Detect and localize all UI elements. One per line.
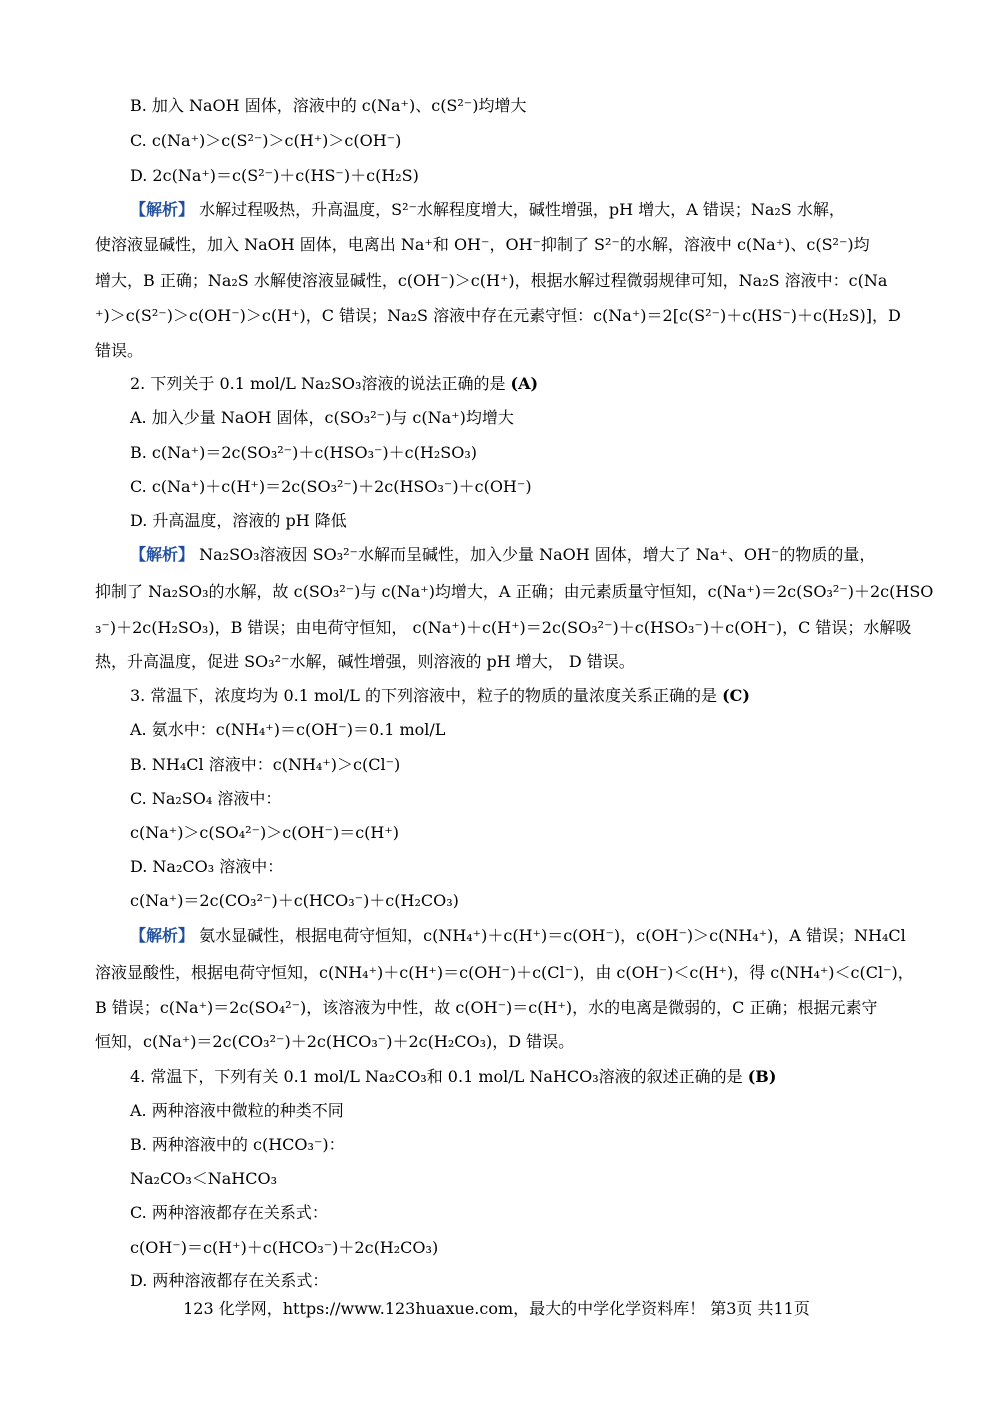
- analysis-tag: 【解析】: [130, 926, 195, 945]
- option-d-line: D. 2c(Na⁺)＝c(S²⁻)＋c(HS⁻)＋c(H₂S): [130, 166, 419, 185]
- page-footer: 123 化学网，https://www.123huaxue.com，最大的中学化学资料库！ 第3页 共11页: [183, 1299, 810, 1318]
- q2-option-c: C. c(Na⁺)＋c(H⁺)＝2c(SO₃²⁻)＋2c(HSO₃⁻)＋c(OH⁻): [130, 477, 532, 496]
- q4-option-a: A. 两种溶液中微粒的种类不同: [130, 1101, 344, 1120]
- analysis-1-line-5: 错误。: [95, 341, 144, 360]
- question-4-stem: [130, 1066, 776, 1088]
- option-c-line: C. c(Na⁺)＞c(S²⁻)＞c(H⁺)＞c(OH⁻): [130, 131, 402, 150]
- answer-label: (C): [722, 686, 750, 705]
- q3-option-d-formula: c(Na⁺)＝2c(CO₃²⁻)＋c(HCO₃⁻)＋c(H₂CO₃): [130, 891, 459, 910]
- analysis-1-line-4: ⁺)＞c(S²⁻)＞c(OH⁻)＞c(H⁺)，C 错误；Na₂S 溶液中存在元素守恒：c(Na⁺)＝2[c(S²⁻)＋c(HS⁻)＋c(H₂S)]，D: [95, 306, 901, 325]
- q2-option-b: B. c(Na⁺)＝2c(SO₃²⁻)＋c(HSO₃⁻)＋c(H₂SO₃): [130, 443, 477, 462]
- analysis-2-line-3: ₃⁻)＋2c(H₂SO₃)，B 错误；由电荷守恒知， c(Na⁺)＋c(H⁺)＝2c(SO₃²⁻)＋c(HSO₃⁻)＋c(OH⁻)，C 错误；水解吸: [95, 618, 912, 637]
- analysis-3-line-2: 溶液显酸性，根据电荷守恒知，c(NH₄⁺)＋c(H⁺)＝c(OH⁻)＋c(Cl⁻)，由 c(OH⁻)＜c(H⁺)，得 c(NH₄⁺)＜c(Cl⁻)，: [95, 963, 914, 982]
- analysis-2-line-1: [130, 544, 875, 566]
- analysis-3-line-3: B 错误；c(Na⁺)＝2c(SO₄²⁻)，该溶液为中性，故 c(OH⁻)＝c(H⁺)，水的电离是微弱的，C 正确；根据元素守: [95, 998, 878, 1017]
- q4-option-b-formula: Na₂CO₃＜NaHCO₃: [130, 1169, 277, 1188]
- q3-option-a: A. 氨水中：c(NH₄⁺)＝c(OH⁻)＝0.1 mol/L: [130, 720, 446, 739]
- q4-option-c: C. 两种溶液都存在关系式：: [130, 1203, 328, 1222]
- q4-option-d: D. 两种溶液都存在关系式：: [130, 1271, 329, 1290]
- question-text: 4. 常温下，下列有关 0.1 mol/L Na₂CO₃和 0.1 mol/L NaHCO₃溶液的叙述正确的是: [130, 1067, 743, 1086]
- analysis-tag: 【解析】: [130, 200, 195, 219]
- analysis-3-line-4: 恒知，c(Na⁺)＝2c(CO₃²⁻)＋2c(HCO₃⁻)＋2c(H₂CO₃)，D 错误。: [95, 1032, 575, 1051]
- q3-option-b: B. NH₄Cl 溶液中：c(NH₄⁺)＞c(Cl⁻): [130, 755, 401, 774]
- analysis-1-line-2: 使溶液显碱性，加入 NaOH 固体，电离出 Na⁺和 OH⁻，OH⁻抑制了 S²⁻的水解，溶液中 c(Na⁺)、c(S²⁻)均: [95, 235, 870, 254]
- q2-option-a: A. 加入少量 NaOH 固体，c(SO₃²⁻)与 c(Na⁺)均增大: [130, 408, 514, 427]
- analysis-1-line-1: [130, 199, 845, 221]
- q2-option-d: D. 升高温度，溶液的 pH 降低: [130, 511, 347, 530]
- analysis-3-line-1: [130, 925, 906, 947]
- question-text: 2. 下列关于 0.1 mol/L Na₂SO₃溶液的说法正确的是: [130, 374, 506, 393]
- q3-option-c: C. Na₂SO₄ 溶液中：: [130, 789, 282, 808]
- analysis-text: Na₂SO₃溶液因 SO₃²⁻水解而呈碱性，加入少量 NaOH 固体，增大了 Na⁺、OH⁻的物质的量，: [199, 545, 876, 564]
- question-3-stem: [130, 685, 750, 707]
- answer-label: (A): [510, 374, 539, 393]
- q4-option-c-formula: c(OH⁻)＝c(H⁺)＋c(HCO₃⁻)＋2c(H₂CO₃): [130, 1238, 439, 1257]
- analysis-2-line-4: 热，升高温度，促进 SO₃²⁻水解，碱性增强，则溶液的 pH 增大， D 错误。: [95, 652, 635, 671]
- analysis-2-line-2: 抑制了 Na₂SO₃的水解，故 c(SO₃²⁻)与 c(Na⁺)均增大，A 正确；由元素质量守恒知，c(Na⁺)＝2c(SO₃²⁻)＋2c(HSO: [95, 582, 934, 601]
- question-2-stem: [130, 373, 538, 395]
- analysis-1-line-3: 增大，B 正确；Na₂S 水解使溶液显碱性，c(OH⁻)＞c(H⁺)，根据水解过程微弱规律可知，Na₂S 溶液中：c(Na: [95, 271, 888, 290]
- analysis-text: 水解过程吸热，升高温度，S²⁻水解程度增大，碱性增强，pH 增大，A 错误；Na₂S 水解，: [199, 200, 845, 219]
- question-text: 3. 常温下，浓度均为 0.1 mol/L 的下列溶液中，粒子的物质的量浓度关系正确的是: [130, 686, 717, 705]
- analysis-text: 氨水显碱性，根据电荷守恒知，c(NH₄⁺)＋c(H⁺)＝c(OH⁻)，c(OH⁻)＞c(NH₄⁺)，A 错误；NH₄Cl: [199, 926, 906, 945]
- q4-option-b: B. 两种溶液中的 c(HCO₃⁻)：: [130, 1135, 345, 1154]
- q3-option-c-formula: c(Na⁺)＞c(SO₄²⁻)＞c(OH⁻)＝c(H⁺): [130, 823, 400, 842]
- q3-option-d: D. Na₂CO₃ 溶液中：: [130, 857, 284, 876]
- option-b-line: B. 加入 NaOH 固体，溶液中的 c(Na⁺)、c(S²⁻)均增大: [130, 96, 527, 115]
- analysis-tag: 【解析】: [130, 545, 195, 564]
- answer-label: (B): [747, 1067, 777, 1086]
